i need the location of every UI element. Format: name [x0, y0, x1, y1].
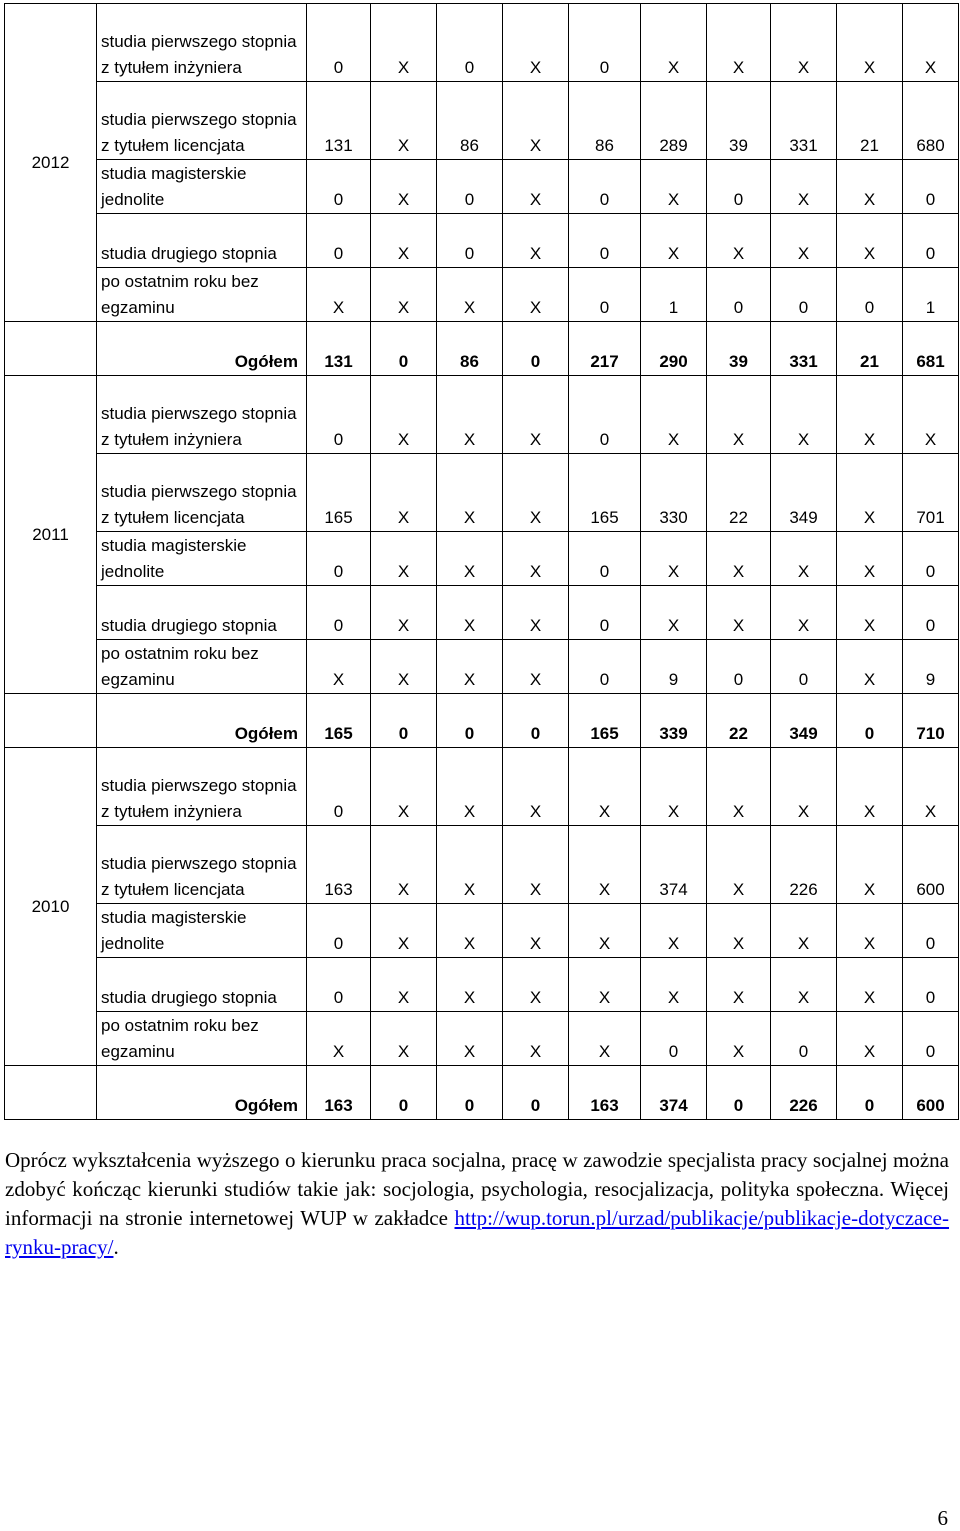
- value-cell: X: [503, 82, 569, 160]
- value-cell: 0: [307, 904, 371, 958]
- table-row: [5, 532, 959, 586]
- value-cell: X: [569, 958, 641, 1012]
- value-cell: 165: [569, 454, 641, 532]
- table-row: [5, 268, 959, 322]
- value-cell: X: [641, 376, 707, 454]
- year-cell: 2012: [5, 4, 97, 322]
- value-cell: X: [837, 376, 903, 454]
- value-cell: X: [569, 1012, 641, 1066]
- value-cell: X: [371, 640, 437, 694]
- value-cell: X: [503, 904, 569, 958]
- row-label: studia magisterskie jednolite: [97, 160, 307, 214]
- row-label: po ostatnim roku bez egzaminu: [97, 640, 307, 694]
- total-value-cell: 681: [903, 322, 959, 376]
- value-cell: 9: [641, 640, 707, 694]
- value-cell: X: [437, 586, 503, 640]
- value-cell: X: [503, 1012, 569, 1066]
- table-row: [5, 214, 959, 268]
- value-cell: 0: [569, 532, 641, 586]
- total-row: [5, 322, 959, 376]
- total-value-cell: 600: [903, 1066, 959, 1120]
- value-cell: 600: [903, 826, 959, 904]
- value-cell: 0: [903, 958, 959, 1012]
- value-cell: 0: [437, 214, 503, 268]
- body-paragraph: [5, 1146, 949, 1262]
- value-cell: X: [503, 214, 569, 268]
- value-cell: X: [371, 160, 437, 214]
- value-cell: 0: [641, 1012, 707, 1066]
- value-cell: 0: [903, 586, 959, 640]
- value-cell: 0: [307, 748, 371, 826]
- total-value-cell: 39: [707, 322, 771, 376]
- wup-link[interactable]: http://wup.torun.pl/urzad/publikacje/publikacje-dotyczace-rynku-pracy/: [5, 1206, 949, 1259]
- table-row: [5, 748, 959, 826]
- total-row: [5, 694, 959, 748]
- value-cell: 163: [307, 826, 371, 904]
- value-cell: X: [437, 454, 503, 532]
- value-cell: X: [837, 586, 903, 640]
- value-cell: X: [903, 748, 959, 826]
- total-value-cell: 22: [707, 694, 771, 748]
- total-value-cell: 0: [837, 1066, 903, 1120]
- total-value-cell: 163: [569, 1066, 641, 1120]
- total-value-cell: 710: [903, 694, 959, 748]
- page-number: 6: [937, 1506, 948, 1530]
- value-cell: 1: [903, 268, 959, 322]
- value-cell: 22: [707, 454, 771, 532]
- value-cell: X: [771, 958, 837, 1012]
- value-cell: X: [837, 160, 903, 214]
- row-label: studia pierwszego stopnia z tytułem licencjata: [97, 826, 307, 904]
- total-value-cell: 86: [437, 322, 503, 376]
- value-cell: 86: [569, 82, 641, 160]
- value-cell: 0: [771, 268, 837, 322]
- value-cell: X: [707, 748, 771, 826]
- value-cell: X: [371, 904, 437, 958]
- total-value-cell: 217: [569, 322, 641, 376]
- total-value-cell: 165: [569, 694, 641, 748]
- value-cell: X: [371, 4, 437, 82]
- value-cell: X: [371, 1012, 437, 1066]
- value-cell: 0: [837, 268, 903, 322]
- value-cell: X: [569, 748, 641, 826]
- value-cell: 701: [903, 454, 959, 532]
- value-cell: X: [837, 748, 903, 826]
- total-value-cell: 0: [371, 1066, 437, 1120]
- value-cell: X: [903, 376, 959, 454]
- row-label: studia drugiego stopnia: [97, 958, 307, 1012]
- table-row: [5, 160, 959, 214]
- value-cell: X: [641, 532, 707, 586]
- value-cell: X: [371, 214, 437, 268]
- total-value-cell: 374: [641, 1066, 707, 1120]
- value-cell: X: [707, 214, 771, 268]
- value-cell: 0: [771, 640, 837, 694]
- total-label: Ogółem: [97, 322, 307, 376]
- value-cell: X: [641, 586, 707, 640]
- value-cell: X: [771, 160, 837, 214]
- value-cell: 331: [771, 82, 837, 160]
- value-cell: X: [641, 160, 707, 214]
- table-row: [5, 640, 959, 694]
- total-value-cell: 0: [837, 694, 903, 748]
- total-value-cell: 0: [437, 1066, 503, 1120]
- value-cell: X: [437, 904, 503, 958]
- value-cell: 165: [307, 454, 371, 532]
- total-value-cell: 331: [771, 322, 837, 376]
- value-cell: 0: [307, 4, 371, 82]
- table-row: [5, 82, 959, 160]
- value-cell: X: [707, 4, 771, 82]
- row-label: po ostatnim roku bez egzaminu: [97, 1012, 307, 1066]
- value-cell: X: [837, 454, 903, 532]
- value-cell: X: [371, 532, 437, 586]
- value-cell: X: [437, 958, 503, 1012]
- value-cell: 0: [569, 268, 641, 322]
- table-row: [5, 1012, 959, 1066]
- value-cell: X: [371, 826, 437, 904]
- total-value-cell: 21: [837, 322, 903, 376]
- value-cell: X: [903, 4, 959, 82]
- table-row: [5, 454, 959, 532]
- value-cell: 0: [569, 376, 641, 454]
- value-cell: X: [837, 214, 903, 268]
- value-cell: 0: [771, 1012, 837, 1066]
- total-value-cell: 0: [503, 1066, 569, 1120]
- value-cell: X: [371, 454, 437, 532]
- value-cell: X: [503, 958, 569, 1012]
- year-cell: 2010: [5, 748, 97, 1066]
- value-cell: 0: [307, 586, 371, 640]
- total-value-cell: 0: [503, 694, 569, 748]
- value-cell: X: [503, 454, 569, 532]
- total-row: [5, 1066, 959, 1120]
- value-cell: X: [707, 376, 771, 454]
- total-value-cell: 0: [371, 694, 437, 748]
- value-cell: X: [503, 532, 569, 586]
- value-cell: 0: [707, 640, 771, 694]
- value-cell: 0: [307, 958, 371, 1012]
- value-cell: 0: [569, 160, 641, 214]
- value-cell: 39: [707, 82, 771, 160]
- value-cell: X: [503, 4, 569, 82]
- value-cell: X: [771, 586, 837, 640]
- value-cell: 0: [307, 214, 371, 268]
- value-cell: 86: [437, 82, 503, 160]
- value-cell: 0: [307, 160, 371, 214]
- value-cell: 374: [641, 826, 707, 904]
- value-cell: X: [771, 904, 837, 958]
- value-cell: X: [371, 586, 437, 640]
- value-cell: X: [503, 640, 569, 694]
- total-value-cell: 339: [641, 694, 707, 748]
- year-cell: 2011: [5, 376, 97, 694]
- value-cell: X: [503, 586, 569, 640]
- value-cell: 9: [903, 640, 959, 694]
- row-label: studia magisterskie jednolite: [97, 532, 307, 586]
- value-cell: X: [371, 82, 437, 160]
- total-value-cell: 0: [437, 694, 503, 748]
- value-cell: X: [641, 904, 707, 958]
- value-cell: X: [307, 1012, 371, 1066]
- value-cell: X: [437, 376, 503, 454]
- value-cell: 0: [569, 640, 641, 694]
- value-cell: 0: [903, 1012, 959, 1066]
- value-cell: 0: [903, 904, 959, 958]
- value-cell: X: [371, 376, 437, 454]
- value-cell: X: [569, 904, 641, 958]
- table-row: [5, 4, 959, 82]
- value-cell: 0: [903, 214, 959, 268]
- value-cell: X: [707, 904, 771, 958]
- table-row: [5, 826, 959, 904]
- value-cell: 131: [307, 82, 371, 160]
- value-cell: 0: [903, 160, 959, 214]
- value-cell: X: [371, 958, 437, 1012]
- value-cell: X: [771, 214, 837, 268]
- value-cell: X: [641, 748, 707, 826]
- value-cell: 0: [569, 4, 641, 82]
- value-cell: 0: [437, 4, 503, 82]
- value-cell: 289: [641, 82, 707, 160]
- row-label: studia magisterskie jednolite: [97, 904, 307, 958]
- value-cell: X: [437, 532, 503, 586]
- value-cell: X: [837, 532, 903, 586]
- value-cell: X: [771, 532, 837, 586]
- value-cell: X: [707, 958, 771, 1012]
- value-cell: X: [371, 268, 437, 322]
- total-value-cell: 131: [307, 322, 371, 376]
- total-value-cell: 349: [771, 694, 837, 748]
- total-value-cell: 0: [707, 1066, 771, 1120]
- value-cell: X: [707, 532, 771, 586]
- empty-cell: [5, 1066, 97, 1120]
- value-cell: X: [707, 1012, 771, 1066]
- value-cell: X: [837, 640, 903, 694]
- value-cell: X: [837, 904, 903, 958]
- value-cell: X: [771, 4, 837, 82]
- value-cell: 0: [307, 376, 371, 454]
- value-cell: X: [437, 1012, 503, 1066]
- value-cell: X: [837, 1012, 903, 1066]
- value-cell: X: [437, 826, 503, 904]
- value-cell: 226: [771, 826, 837, 904]
- row-label: studia pierwszego stopnia z tytułem inżyniera: [97, 376, 307, 454]
- value-cell: X: [503, 160, 569, 214]
- value-cell: X: [837, 4, 903, 82]
- total-value-cell: 163: [307, 1066, 371, 1120]
- value-cell: 0: [707, 268, 771, 322]
- paragraph-end: .: [113, 1235, 119, 1259]
- value-cell: X: [641, 4, 707, 82]
- value-cell: X: [569, 826, 641, 904]
- value-cell: 0: [307, 532, 371, 586]
- value-cell: X: [771, 376, 837, 454]
- value-cell: X: [307, 268, 371, 322]
- row-label: po ostatnim roku bez egzaminu: [97, 268, 307, 322]
- value-cell: X: [503, 268, 569, 322]
- value-cell: X: [437, 268, 503, 322]
- value-cell: 0: [569, 586, 641, 640]
- value-cell: X: [837, 958, 903, 1012]
- table-row: [5, 586, 959, 640]
- total-value-cell: 0: [371, 322, 437, 376]
- value-cell: X: [503, 748, 569, 826]
- value-cell: X: [371, 748, 437, 826]
- row-label: studia drugiego stopnia: [97, 586, 307, 640]
- value-cell: X: [437, 748, 503, 826]
- row-label: studia pierwszego stopnia z tytułem inżyniera: [97, 4, 307, 82]
- value-cell: 1: [641, 268, 707, 322]
- value-cell: 0: [437, 160, 503, 214]
- empty-cell: [5, 322, 97, 376]
- value-cell: 0: [903, 532, 959, 586]
- value-cell: 0: [569, 214, 641, 268]
- value-cell: X: [837, 826, 903, 904]
- empty-cell: [5, 694, 97, 748]
- total-value-cell: 226: [771, 1066, 837, 1120]
- paragraph-text: Oprócz wykształcenia wyższego o kierunku praca socjalna, pracę w zawodzie specjalista pracy socjalnej można zdobyć kończąc kierunki studiów takie jak: socjologia, psychologia, resocjalizacja, polityka społeczna. Więcej informacji na stronie internetowej WUP w zakładce: [5, 1148, 949, 1230]
- value-cell: X: [707, 826, 771, 904]
- value-cell: X: [641, 214, 707, 268]
- table-row: [5, 376, 959, 454]
- value-cell: X: [707, 586, 771, 640]
- total-value-cell: 0: [503, 322, 569, 376]
- table-row: [5, 958, 959, 1012]
- total-label: Ogółem: [97, 694, 307, 748]
- value-cell: X: [307, 640, 371, 694]
- row-label: studia pierwszego stopnia z tytułem licencjata: [97, 82, 307, 160]
- row-label: studia pierwszego stopnia z tytułem inżyniera: [97, 748, 307, 826]
- value-cell: X: [503, 376, 569, 454]
- total-value-cell: 290: [641, 322, 707, 376]
- value-cell: X: [503, 826, 569, 904]
- value-cell: X: [641, 958, 707, 1012]
- total-label: Ogółem: [97, 1066, 307, 1120]
- value-cell: 21: [837, 82, 903, 160]
- value-cell: 330: [641, 454, 707, 532]
- value-cell: X: [437, 640, 503, 694]
- value-cell: X: [771, 748, 837, 826]
- value-cell: 680: [903, 82, 959, 160]
- total-value-cell: 165: [307, 694, 371, 748]
- row-label: studia pierwszego stopnia z tytułem licencjata: [97, 454, 307, 532]
- table-row: [5, 904, 959, 958]
- graduates-table: [4, 3, 959, 1120]
- row-label: studia drugiego stopnia: [97, 214, 307, 268]
- value-cell: 0: [707, 160, 771, 214]
- value-cell: 349: [771, 454, 837, 532]
